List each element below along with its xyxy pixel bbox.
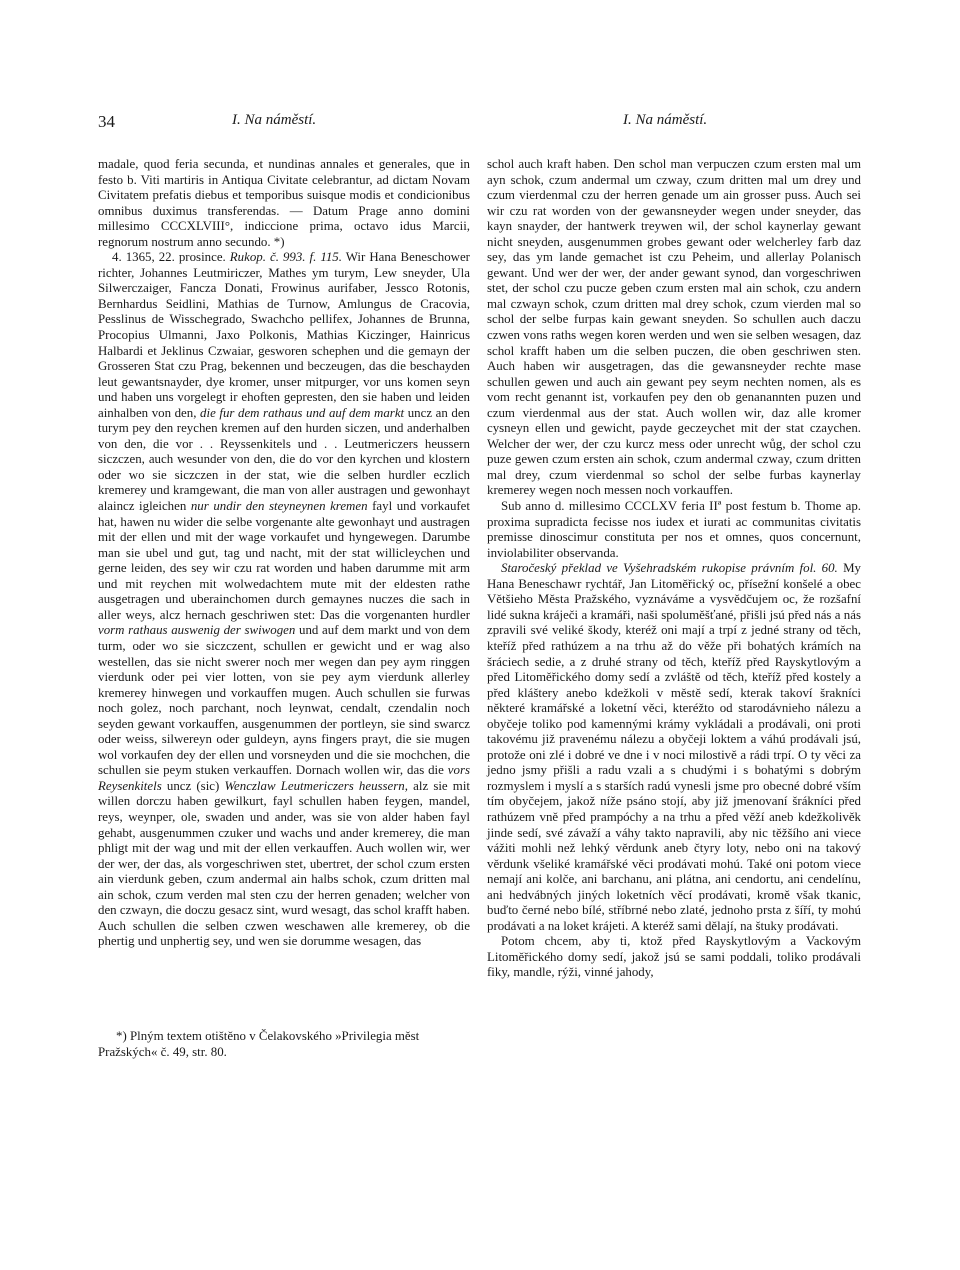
german-charter-paragraph (98, 250, 470, 950)
text-segment: uncz an den turym pey den reychen kremen auf den hurden siczen, und anderhalben von den, die vor . . Reyssenkitels und . . Leutmericzers heussern siczczen, auch wesunder von den, die do vor den kyrchen und klostern oder wo sie siczczen in der stat, wie die selben hurdler eczlich kremerey und kramgewant, die man von aller austragen und gewonhayt alaincz igleichen (98, 405, 471, 514)
emphasis-segment: vorm rathaus auswenig der swiwogen (98, 623, 296, 638)
german-charter-continuation: schol auch kraft haben. Den schol man verpuczen czum ersten mal um ayn schok, czum andermal um czway, czum dritten mal um drey und czum vierdenmal czu der herren genade um ain grosser puss. Auch sei wir czu rat worden von der gewansneyder wegen under sneyder, das kayn snayder, der hantwerk treywen wil, der schol kaynerlay gewant nicht sneyden, ausgenummen grobes gewant oder welcherley farb daz sey, das ym lande gemachet ist czu Peheim, und allerlay Polanisch gewant. Und wer der wer, der ander gewant synod, dan vorgeschriwen stet, der schol czu pucze geben czum ersten mal ain schok, czu andern mal czwayn schok, czum dritten mal drey schok, czum vierden mal so schol der selbe furpas kain gewant sneyden. So schullen auch daczu czwen vons raths wegen koren werden und wen sie selben wesagen, daz schol krafft haben um die selben puczen, die oben geschriwen sten. Auch haben wir ausgetragen, das die gewansneyder rechte mase schullen gewen und auch ain gewant pey seym nechten nomen, als es vom recht genannt ist, vorkaufen pey den ob genanannten puzen und czum vierdenmal aus der stat. Auch wollen wir, daz alle kromer cysneyn ellen und gewicht, payde geczeychet mit der stat czaychen. Welcher der wer, der czu kurcz mess oder unrecht wůg, der schol czu puze gewen czum ersten ain schok, czum andermal czway, czum dritten mal drey, czum vierdenmal so schol der selbe furbas kaynerlay kremerey wegen noch messen noch vorkauffen. (487, 157, 861, 498)
text-segment: My Hana Beneschawr rychtář, Jan Litoměřický oc, přísežní konšelé a obec Většieho Města Pražského, vyznáváme a vysvědčujem oc, že rozšafní lidé sukna kráječi a kramáři, naši spoluměšťané, přišli jsú před nás a nás zpravili své veliké škody, kteréž oni mají a trpí z jedné strany od těch, kteříž před rathúzem a na trhu až do věže při bohatých krámích na šráciech sedie, a z druhé strany od těch, kteříž před Rayskytlovým a před Litoměřického domy sedí a zvláště od těch, kteříž před kostely a před kláštery anebo kdežkoli v městě sedí, kterak takoví šrakníci některé kramářské a loketní věci, kteréžto od starodávnieho nálezu a obyčeje toliko pod kamennými krámy vykládali a prodávali, oni proti takovému již pravenému nálezu a obyčeji loktem a váhú prodávali jsú, protože oni zlé i dobré ve dne i v noci milostivě a rádi trpí. O ty věci za jedno jsmy přišli a radu vzali a s chudými i s bohatými s dobrým rozmyslem i myslí a s starších radú vynesli jsme pro obecné dobré vším tím obyčejem, jakož níže psáno stojí, aby již jmenovaní šrákníci před rathúzem vně před prampóchy a na trhu a před věží aneb kdežkolivěk jinde sedí, své závaží a váhy takto napravili, aby nic těžšího ani viece vážiti mohli než lehký věrdunk aneb čtyry loty, nebo oni na takový věrdunk všeliké kramářské věci prodávati mohú. Také oni potom viece nemají ani kolče, ani barchanu, ani plátna, ani cendortu, ani cendelínu, ani hedvábných jiných loketních věcí prodávati, kromě však tkanic, buďto černé nebo bílé, stříbrné nebo zlaté, jednoho prsta z šíří, ty mohú prodávati a na loket krájeti. A kteréž sami dělají, na štuky prodávati. (487, 561, 861, 933)
running-head-right: I. Na náměstí. (623, 112, 708, 128)
czech-translation-paragraph (487, 561, 861, 934)
text-segment: fayl und vorkaufet hat, hawen nu wider die selbe vorgenante alte gewonhayt und austragen mit der ellen und mit der wage vorkaufet und hyngewegen. Darumbe man sie ubel und gut, tag und nacht, mit der stat willicleychen und gerne leiden, des sey wir czu rat worden und haben darumme mit arm und mit reychen mit wolwedachtem mute mit der eldesten rathe ausgetragen und uberainchomen durch gemaynes nuczes die sach in aller weys, alcz hernach geschriwen stet: Das die vorgenanten hurdler (98, 499, 470, 622)
manuscript-reference: Rukop. č. 993. f. 115. (229, 250, 342, 265)
left-column (98, 157, 470, 950)
text-segment: alz sie mit willen dorczu haben gewilkurt, fayl schullen haben feygen, mandel, reys, weynper, ole, swaden und ander, was sie von alder haben fayl gehabt, ausgenummen czuker und wachs und ander kremerey, die man phligt mit der wag und mit der ellen verkauffen. Auch wollen wir, wer der wer, der das, als vorgeschriwen stet, ubertret, der schol czum ersten ain vierdunk geben, czum andermal ain halbs schok, czum dritten mal ain schok, czum verden mal sten czu der herren genaden; welcher von den czwayn, die doczu gesacz sint, wurd wesagt, das schol krafft haben. Auch schullen die selben czwen weschawen alle kremerey, ob die phertig und unphertig sey, und wen sie dorumme wesagen, das (98, 778, 470, 949)
text-segment: Wir Hana Beneschower richter, Johannes Leutmiriczer, Mathes ym turym, Lew sneyder, Ula Silwerczaiger, Fancza Donati, Frowinus aurifaber, Jessco Rotonis, Bernhardus Seidlini, Mathias de Turnow, Amlungus de Cracovia, Pesslinus de Wisschegrado, Swachcho pellifex, Johannes de Brunna, Procopius Ulmanni, Jaxo Polkonis, Mathias Kiczinger, Hainricus Halbardi et Jeklinus Czwaiar, gesworen schephen und die gemayn der Grosseren Stat czu Prag, bekennen und beczeugen, das die beschayden leut gewantsnayder, dye kromer, unser mitpurger, vor uns komen seyn und haben uns vorgelegt ir ehoften gepresten, den sie haben und leiden ainhalben von den, (98, 250, 470, 420)
emphasis-segment: nur undir den steyneynen kremen (190, 499, 368, 514)
footnote-text: *) Plným textem otištěno v Čelakovského »Privilegia měst Pražských« č. 49, str. 80. (98, 1029, 420, 1059)
latin-dating-clause: Sub anno d. millesimo CCCLXV feria IIª post festum b. Thome ap. proxima supradicta fecisse nos iudex et iurati ac communitas civitatis premisse dinoscimur constituta per nos et omnes, quos concernunt, inviolabiliter observanda. (487, 499, 861, 560)
czech-translation-continuation: Potom chcem, aby ti, ktož před Rayskytlovým a Vackovým Litoměřického domy sedí, jakož jsú se sami poddali, toliko prodávali fiky, mandle, rýži, vinné jahody, (487, 934, 861, 980)
translation-source-note: Staročeský překlad ve Vyšehradském rukopise právním fol. 60. (501, 561, 838, 576)
footnote (98, 1029, 470, 1060)
document-date: 4. 1365, 22. prosince. (112, 250, 226, 265)
text-segment: uncz (sic) (166, 778, 220, 793)
latin-charter-ending: madale, quod feria secunda, et nundinas annales et generales, que in festo b. Viti martiris in Antiqua Civitate celebrantur, ad dictam Novam Civitatem prefatis diebus et temporibus suisque modis et condicionibus omnibus duximus transferendas. — Datum Prage anno domini millesimo CCCXLVIII°, indiccione prima, octavo idus Marcii, regnorum nostrum anno secundo. *) (98, 157, 470, 249)
text-segment: und auf dem markt und von dem turm, oder wo sie siczczent, schullen er gewicht und er wag also westellen, das sie nicht swerer noch mer wegen dan pey aym ringgen vierdunk oder pei vier lotten, von sie pey aym vierdunk allerley kremerey hinwegen und vorkauffen mugen. Auch schullen sie furwas noch golez, noch parchant, noch leynwat, cendalt, czendalin noch seyden gewant vorkauffen, ausgenummen der portleyn, sie sind swarcz oder weiss, silwereyn oder guldeyn, ayns fingers prayt, die sie mugen wol vorkaufen dey der ellen und vorsneyden und die sie mochchen, die schullen sie peym stuken verkauffen. Dornach wollen wir, das die (98, 623, 470, 778)
page-number: 34 (98, 112, 115, 131)
footnote-separator (98, 1000, 470, 1001)
running-head-left: I. Na náměstí. (232, 112, 317, 128)
right-column (487, 157, 861, 981)
emphasis-segment: vors Reysenkitels (98, 763, 470, 793)
emphasis-segment: Wenczlaw Leutmericzers heussern, (224, 778, 408, 793)
emphasis-segment: die fur dem rathaus und auf dem markt (200, 405, 405, 420)
